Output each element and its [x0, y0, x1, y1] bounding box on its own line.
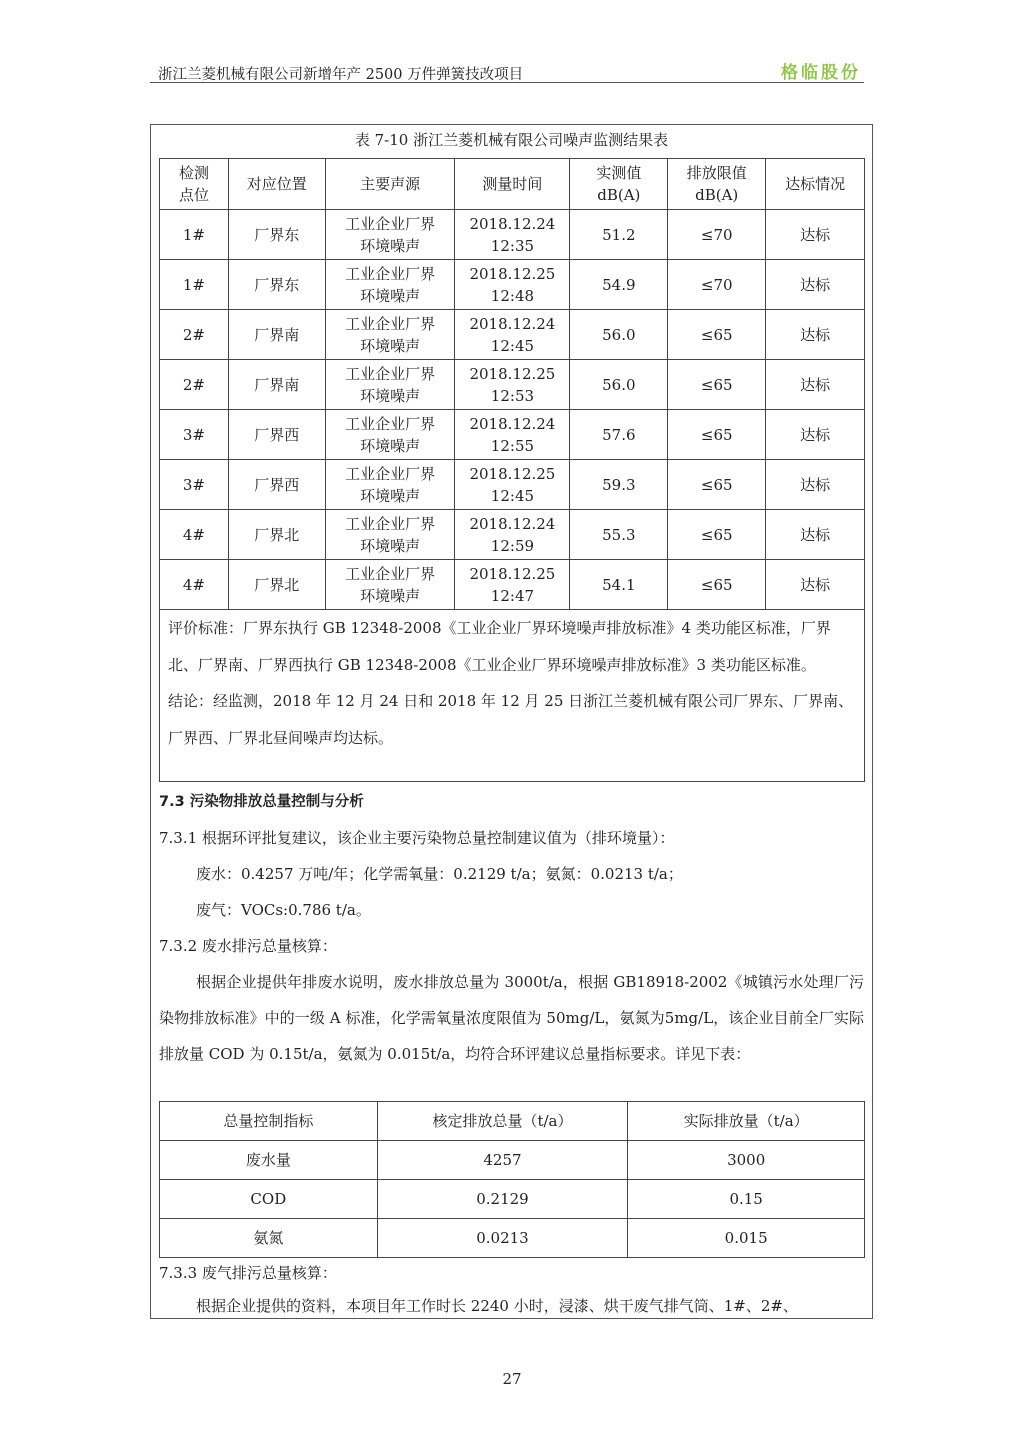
cell-time: 2018.12.25 12:48 [455, 260, 570, 310]
cell-actual: 0.15 [628, 1180, 865, 1219]
table-header-row [160, 1102, 865, 1141]
section-7-3 [159, 784, 864, 1072]
cell-measured: 54.9 [570, 260, 668, 310]
cell-measured: 55.3 [570, 510, 668, 560]
column-header-point: 检测 点位 [160, 159, 229, 210]
table-row [160, 1141, 865, 1180]
conclusion: 结论：经监测，2018 年 12 月 24 日和 2018 年 12 月 25 日浙江兰菱机械有限公司厂界东、厂界南、厂界西、厂界北昼间噪声均达标。 [168, 692, 854, 747]
cell-source: 工业企业厂界 环境噪声 [325, 510, 455, 560]
wastewater-paragraph: 根据企业提供年排废水说明，废水排放总量为 3000t/a，根据 GB18918-2002《城镇污水处理厂污染物排放标准》中的一级 A 标准，化学需氧量浓度限值为 50mg/L，氨氮为5mg/L，该企业目前全厂实际排放量 COD 为 0.15t/a，氨氮为 0.015t/a，均符合环评建议总量指标要求。详见下表： [159, 973, 864, 1063]
cell-location: 厂界南 [228, 360, 325, 410]
cell-time: 2018.12.24 12:35 [455, 210, 570, 260]
cell-measured: 51.2 [570, 210, 668, 260]
column-header-measured: 实测值 dB(A) [570, 159, 668, 210]
column-header-indicator: 总量控制指标 [160, 1102, 378, 1141]
cell-location: 厂界北 [228, 560, 325, 610]
cell-measured: 59.3 [570, 460, 668, 510]
document-header-title: 浙江兰菱机械有限公司新增年产 2500 万件弹簧技改项目 [158, 67, 524, 83]
cell-time: 2018.12.25 12:45 [455, 460, 570, 510]
subsection-7-3-2-title: 7.3.2 废水排污总量核算： [159, 937, 337, 955]
column-header-approved: 核定排放总量（t/a） [377, 1102, 628, 1141]
cell-status: 达标 [766, 310, 865, 360]
cell-location: 厂界东 [228, 210, 325, 260]
cell-limit: ≤65 [668, 410, 766, 460]
section-heading-7-3: 7.3 污染物排放总量控制与分析 [159, 794, 364, 810]
column-header-time: 测量时间 [455, 159, 570, 210]
cell-measured: 56.0 [570, 310, 668, 360]
noise-table-notes [159, 607, 865, 782]
cell-source: 工业企业厂界 环境噪声 [325, 260, 455, 310]
table-row [160, 1180, 865, 1219]
cell-location: 厂界西 [228, 410, 325, 460]
cell-source: 工业企业厂界 环境噪声 [325, 210, 455, 260]
cell-status: 达标 [766, 260, 865, 310]
subsection-7-3-3-title: 7.3.3 废气排污总量核算： [159, 1264, 337, 1282]
table-header-row [160, 159, 865, 210]
cell-limit: ≤65 [668, 310, 766, 360]
cell-point: 2# [160, 360, 229, 410]
section-7-3-3 [159, 1257, 864, 1323]
cell-point: 2# [160, 310, 229, 360]
cell-limit: ≤65 [668, 460, 766, 510]
column-header-location: 对应位置 [228, 159, 325, 210]
noise-table-title: 表 7-10 浙江兰菱机械有限公司噪声监测结果表 [354, 131, 669, 149]
header-rule [150, 82, 864, 83]
cell-time: 2018.12.24 12:55 [455, 410, 570, 460]
cell-indicator: 废水量 [160, 1141, 378, 1180]
table-row [160, 1219, 865, 1258]
cell-limit: ≤65 [668, 560, 766, 610]
cell-location: 厂界西 [228, 460, 325, 510]
table-row [160, 210, 865, 260]
cell-indicator: 氨氮 [160, 1219, 378, 1258]
column-header-actual: 实际排放量（t/a） [628, 1102, 865, 1141]
page-number: 27 [502, 1370, 522, 1388]
cell-source: 工业企业厂界 环境噪声 [325, 310, 455, 360]
table-row [160, 310, 865, 360]
cell-time: 2018.12.24 12:45 [455, 310, 570, 360]
evaluation-criteria: 评价标准：厂界东执行 GB 12348-2008《工业企业厂界环境噪声排放标准》4 类功能区标准，厂界北、厂界南、厂界西执行 GB 12348-2008《工业企业厂界环境噪声排放标准》3 类功能区标准。 [168, 619, 831, 674]
cell-measured: 57.6 [570, 410, 668, 460]
cell-measured: 56.0 [570, 360, 668, 410]
cell-status: 达标 [766, 360, 865, 410]
subsection-7-3-1-title: 7.3.1 根据环评批复建议，该企业主要污染物总量控制建议值为（排环境量）： [159, 829, 675, 847]
total-control-table [159, 1101, 865, 1258]
exhaust-paragraph: 根据企业提供的资料，本项目年工作时长 2240 小时，浸漆、烘干废气排气筒、1#、2#、 [196, 1297, 798, 1315]
table-row [160, 510, 865, 560]
cell-approved: 4257 [377, 1141, 628, 1180]
column-header-status: 达标情况 [766, 159, 865, 210]
cell-time: 2018.12.25 12:53 [455, 360, 570, 410]
table-row [160, 460, 865, 510]
column-header-limit: 排放限值 dB(A) [668, 159, 766, 210]
cell-actual: 3000 [628, 1141, 865, 1180]
cell-approved: 0.0213 [377, 1219, 628, 1258]
cell-source: 工业企业厂界 环境噪声 [325, 460, 455, 510]
cell-source: 工业企业厂界 环境噪声 [325, 560, 455, 610]
cell-actual: 0.015 [628, 1219, 865, 1258]
cell-limit: ≤70 [668, 210, 766, 260]
cell-status: 达标 [766, 560, 865, 610]
cell-status: 达标 [766, 210, 865, 260]
brand-logo-text: 格临股份 [781, 63, 861, 83]
exhaust-quota-line: 废气：VOCs:0.786 t/a。 [196, 901, 371, 919]
table-row [160, 260, 865, 310]
cell-time: 2018.12.24 12:59 [455, 510, 570, 560]
column-header-source: 主要声源 [325, 159, 455, 210]
cell-point: 4# [160, 560, 229, 610]
cell-point: 1# [160, 260, 229, 310]
cell-measured: 54.1 [570, 560, 668, 610]
cell-point: 3# [160, 460, 229, 510]
cell-status: 达标 [766, 460, 865, 510]
cell-limit: ≤65 [668, 360, 766, 410]
cell-limit: ≤65 [668, 510, 766, 560]
cell-point: 3# [160, 410, 229, 460]
table-row [160, 560, 865, 610]
cell-location: 厂界南 [228, 310, 325, 360]
cell-location: 厂界东 [228, 260, 325, 310]
noise-monitoring-table [159, 158, 865, 610]
table-row [160, 360, 865, 410]
cell-location: 厂界北 [228, 510, 325, 560]
cell-point: 1# [160, 210, 229, 260]
cell-limit: ≤70 [668, 260, 766, 310]
wastewater-quota-line: 废水：0.4257 万吨/年；化学需氧量：0.2129 t/a；氨氮：0.0213 t/a； [196, 865, 683, 883]
table-row [160, 410, 865, 460]
cell-status: 达标 [766, 410, 865, 460]
cell-source: 工业企业厂界 环境噪声 [325, 360, 455, 410]
cell-status: 达标 [766, 510, 865, 560]
cell-indicator: COD [160, 1180, 378, 1219]
cell-approved: 0.2129 [377, 1180, 628, 1219]
cell-point: 4# [160, 510, 229, 560]
cell-source: 工业企业厂界 环境噪声 [325, 410, 455, 460]
cell-time: 2018.12.25 12:47 [455, 560, 570, 610]
